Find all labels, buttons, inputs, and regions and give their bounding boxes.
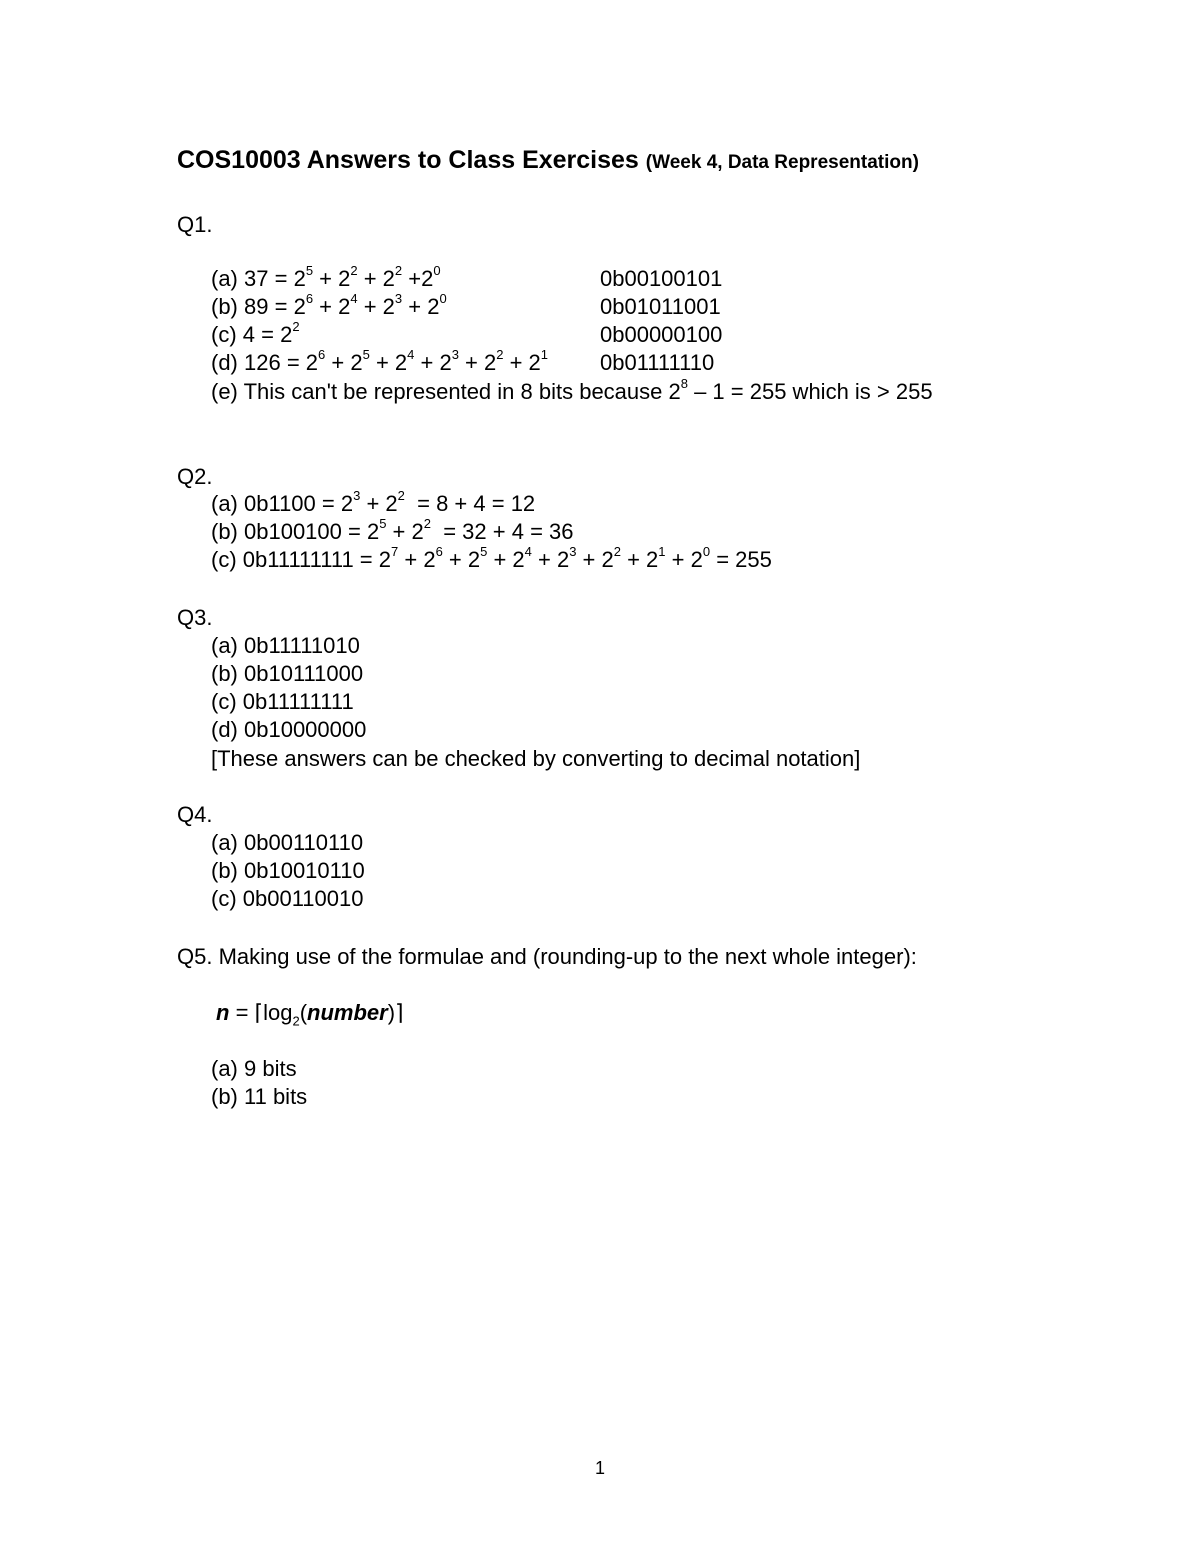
- q3-label: Q3.: [177, 605, 213, 630]
- q2-b-expression: (b) $0b100100 = 2^5 + 2^2 = 32 + 4 = 36$: [211, 515, 574, 544]
- q1-c-expression: (c) $4 = 2^2$: [211, 318, 300, 347]
- q1-a-expression: (a) $37 = 2^5 + 2^2 + 2^2 +2^0$: [211, 262, 441, 291]
- q5-text: Q5. Making use of the formulae and (rounding-up to the next whole integer):: [177, 944, 917, 969]
- q1-d-binary: 0b01111110: [600, 350, 715, 375]
- q3-c: (c) 0b11111111: [211, 689, 354, 714]
- q1-label: Q1.: [177, 212, 213, 237]
- q2-a-expression: (a) $0b1100 = 2^3 + 2^2 = 8 + 4 = 12$: [211, 487, 536, 516]
- q1-d-expression: (d) $126 = 2^6 + 2^5 + 2^4 + 2^3 + 2^2 + 2^1$: [211, 346, 549, 375]
- q5-formula: $n = ⌈\log_2(number)⌉$: [216, 1000, 404, 1029]
- page-title: [177, 143, 919, 180]
- q5-b: (b) 11 bits: [211, 1084, 308, 1109]
- q4-c: (c) 0b00110010: [211, 886, 364, 911]
- q4-a: (a) 0b00110110: [211, 830, 364, 855]
- q3-b: (b) 0b10111000: [211, 661, 364, 686]
- q1-c-binary: 0b00000100: [600, 322, 723, 347]
- q1-a-binary: 0b00100101: [600, 266, 723, 291]
- q1-b-expression: (b) $89 = 2^6 + 2^4 + 2^3 + 2^0$: [211, 290, 447, 319]
- q5-a: (a) 9 bits: [211, 1056, 297, 1081]
- q3-a: (a) 0b11111010: [211, 633, 360, 658]
- q3-note: [These answers can be checked by converting to decimal notation]: [211, 746, 861, 771]
- q2-label: Q2.: [177, 464, 213, 489]
- page-number: 1: [594, 1458, 605, 1478]
- q4-b: (b) 0b10010110: [211, 858, 365, 883]
- q4-label: Q4.: [177, 802, 213, 827]
- q1-e-text: (e) This can't be represented in 8 bits because $2^8 - 1 = 255$ which is > 255: [211, 375, 933, 404]
- q2-c-expression: (c) $0b11111111 = 2^7 + 2^6 + 2^5 + 2^4 + 2^3 + 2^2 + 2^1 + 2^0 = 255$: [211, 543, 772, 572]
- q1-b-binary: 0b01011001: [600, 294, 721, 319]
- title-main: COS10003 Answers to Class Exercises: [177, 146, 639, 174]
- q3-d: (d) 0b10000000: [211, 717, 367, 742]
- title-subtitle: (Week 4, Data Representation): [645, 152, 919, 173]
